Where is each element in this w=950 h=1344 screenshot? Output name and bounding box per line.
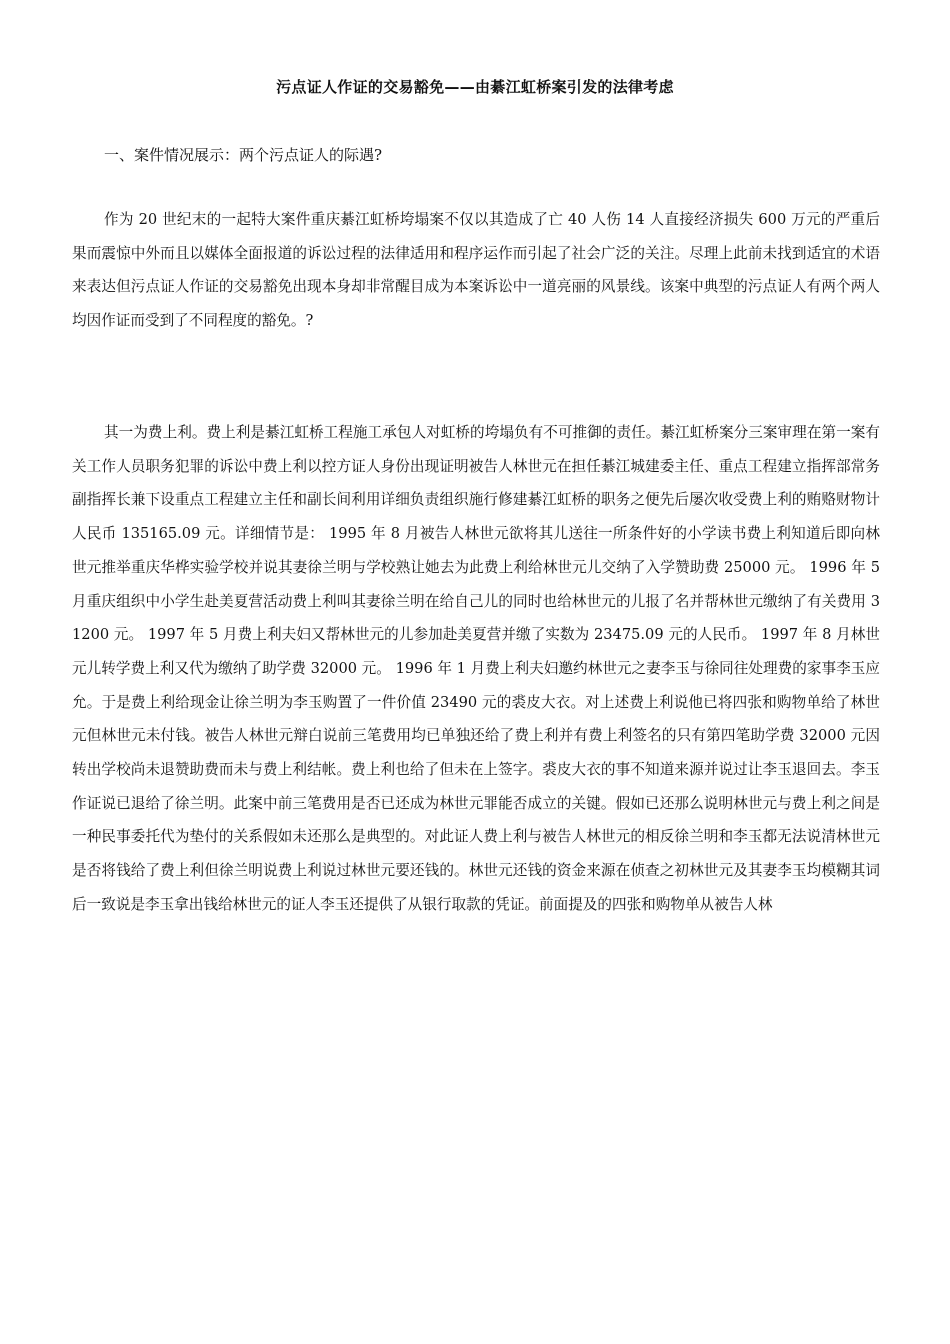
section-heading: 一、案件情况展示：两个污点证人的际遇? [104, 146, 383, 164]
paragraph: 作为 20 世纪末的一起特大案件重庆綦江虹桥垮塌案不仅以其造成了亡 40 人伤 14 人直接经济损失 600 万元的严重后果而震惊中外而且以媒体全面报道的诉讼过程的法律适用和程序运作而引起了社会广泛的关注。尽理上此前未找到适宜的术语来表达但污点证人作证的交易豁免出现本身却非常醒目成为本案诉讼中一道亮丽的风景线。该案中典型的污点证人有两个两人均因作证而受到了不同程度的豁免。? [72, 211, 880, 330]
paragraph: 其一为费上利。费上利是綦江虹桥工程施工承包人对虹桥的垮塌负有不可推御的责任。綦江虹桥案分三案审理在第一案有关工作人员职务犯罪的诉讼中费上利以控方证人身份出现证明被告人林世元在担任綦江城建委主任、重点工程建立指挥部常务副指挥长兼下设重点工程建立主任和副长间利用详细负责组织施行修建綦江虹桥的职务之便先后屡次收受费上利的贿赂财物计人民币 135165.09 元。详细情节是： 1995 年 8 月被告人林世元欲将其儿送往一所条件好的小学读书费上利知道后即向林世元推举重庆华桦实验学校并说其妻徐兰明与学校熟让她去为此费上利给林世元儿交纳了入学赞助费 25000 元。 1996 年 5 月重庆组织中小学生赴美夏营活动费上利叫其妻徐兰明在给自己儿的同时也给林世元的儿报了名并帮林世元缴纳了有关费用 31200 元。 1997 年 5 月费上利夫妇又帮林世元的儿参加赴美夏营并缴了实数为 23475.09 元的人民币。 1997 年 8 月林世元儿转学费上利又代为缴纳了助学费 32000 元。 1996 年 1 月费上利夫妇邀约林世元之妻李玉与徐同往处理费的家事李玉应允。于是费上利给现金让徐兰明为李玉购置了一件价值 23490 元的裘皮大衣。对上述费上利说他已将四张和购物单给了林世元但林世元未付钱。被告人林世元辩白说前三笔费用均已单独还给了费上利并有费上利签名的只有第四笔助学费 32000 元因转出学校尚未退赞助费而未与费上利结帐。费上利也给了但未在上签字。裘皮大衣的事不知道来源并说过让李玉退回去。李玉作证说已退给了徐兰明。此案中前三笔费用是否已还成为林世元罪能否成立的关键。假如已还那么说明林世元与费上利之间是一种民事委托代为垫付的关系假如未还那么是典型的。对此证人费上利与被告人林世元的相反徐兰明和李玉都无法说清林世元是否将钱给了费上利但徐兰明说费上利说过林世元要还钱的。林世元还钱的资金来源在侦查之初林世元及其妻李玉均模糊其词后一致说是李玉拿出钱给林世元的证人李玉还提供了从银行取款的凭证。前面提及的四张和购物单从被告人林 [72, 424, 880, 913]
document-title: 污点证人作证的交易豁免——由綦江虹桥案引发的法律考虑 [276, 78, 674, 96]
